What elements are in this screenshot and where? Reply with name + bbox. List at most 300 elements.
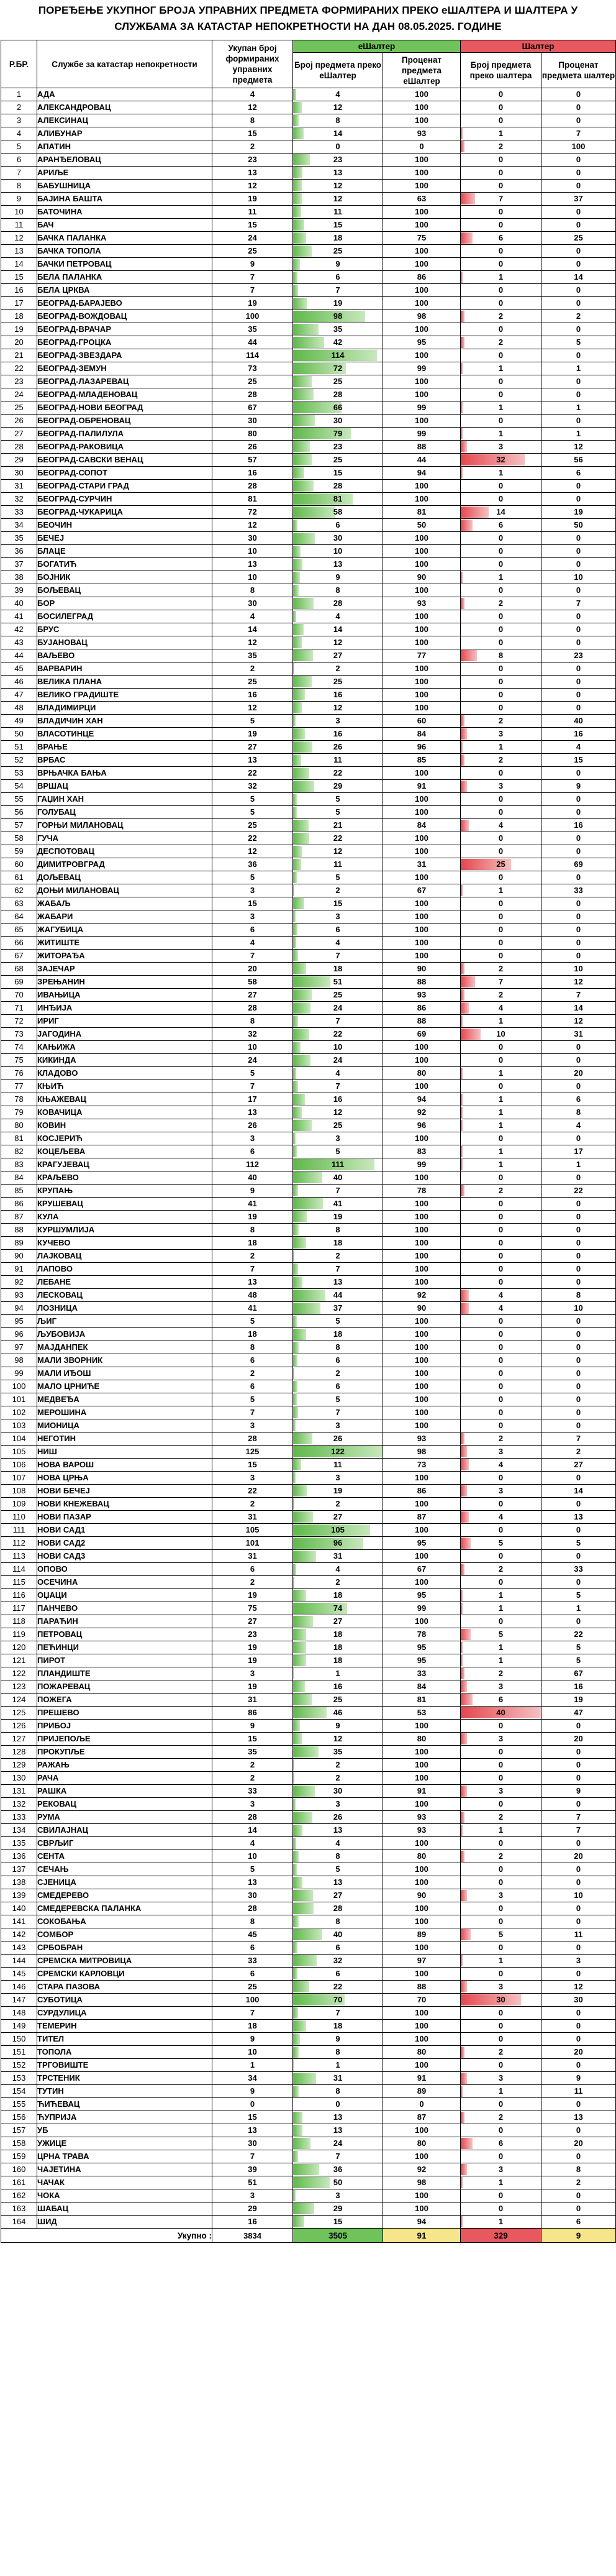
table-row (1, 1485, 616, 1498)
cell-total: 19 (212, 728, 293, 741)
cell-office: КРУПАЊ (37, 1185, 212, 1198)
cell-s-count (461, 1746, 541, 1759)
cell-s-count (461, 519, 541, 532)
shalter-data-bar (461, 1564, 464, 1575)
table-row (1, 349, 616, 362)
cell-rb: 38 (1, 571, 37, 584)
cell-s-pct: 7 (541, 989, 616, 1002)
cell-office: СРЕМСКИ КАРЛОВЦИ (37, 1968, 212, 1981)
cell-rb: 74 (1, 1041, 37, 1054)
cell-value: 0 (498, 155, 504, 164)
cell-office: БЕОГРАД-ГРОЦКА (37, 336, 212, 349)
cell-value: 98 (333, 311, 343, 321)
cell-s-count (461, 2033, 541, 2046)
cell-office: ШИД (37, 2216, 212, 2229)
eshalter-data-bar (293, 1955, 317, 1966)
cell-s-count (461, 963, 541, 976)
cell-value: 6 (335, 1943, 340, 1952)
cell-s-pct: 0 (541, 1328, 616, 1341)
cell-e-count (293, 1524, 383, 1537)
eshalter-data-bar (293, 807, 297, 818)
cell-rb: 16 (1, 284, 37, 297)
cell-office: ЋУПРИЈА (37, 2111, 212, 2124)
cell-e-pct: 85 (383, 754, 461, 767)
cell-total: 18 (212, 1237, 293, 1250)
shalter-data-bar (461, 454, 525, 465)
cell-value: 18 (333, 2021, 343, 2030)
cell-value: 5 (335, 807, 340, 817)
cell-office: МАЛО ЦРНИЋЕ (37, 1380, 212, 1393)
cell-e-pct: 100 (383, 2202, 461, 2216)
table-row (1, 232, 616, 245)
cell-value: 1 (498, 1094, 504, 1104)
shalter-data-bar (461, 1002, 469, 1014)
cell-e-pct: 100 (383, 493, 461, 506)
cell-rb: 125 (1, 1707, 37, 1720)
cell-s-count (461, 1119, 541, 1132)
cell-office: БАТОЧИНА (37, 206, 212, 219)
cell-value: 0 (498, 925, 504, 934)
cell-office: АПАТИН (37, 140, 212, 154)
cell-s-count (461, 806, 541, 819)
cell-value: 2 (498, 755, 504, 764)
cell-total: 10 (212, 571, 293, 584)
cell-e-pct: 100 (383, 1171, 461, 1185)
table-row (1, 1015, 616, 1028)
table-row (1, 1224, 616, 1237)
cell-e-count (293, 1720, 383, 1733)
cell-value: 0 (498, 1251, 504, 1260)
shalter-data-bar (461, 1929, 471, 1940)
cell-e-pct: 89 (383, 1928, 461, 1941)
cell-value: 1 (498, 2086, 504, 2096)
cell-e-count (293, 1028, 383, 1041)
cell-s-pct: 31 (541, 1028, 616, 1041)
cell-e-pct: 100 (383, 610, 461, 623)
cell-s-pct: 0 (541, 219, 616, 232)
cell-value: 19 (333, 298, 343, 308)
cell-value: 1 (498, 403, 504, 412)
cell-office: НОВИ САД1 (37, 1524, 212, 1537)
cell-total: 112 (212, 1158, 293, 1171)
cell-e-count (293, 819, 383, 832)
table-body (1, 88, 616, 2229)
table-row (1, 467, 616, 480)
cell-e-pct: 100 (383, 388, 461, 401)
cell-e-pct: 100 (383, 937, 461, 950)
cell-value: 3 (498, 442, 504, 451)
table-row (1, 989, 616, 1002)
cell-e-count (293, 519, 383, 532)
cell-e-pct: 0 (383, 140, 461, 154)
cell-total: 36 (212, 858, 293, 871)
cell-value: 3 (498, 1982, 504, 1991)
cell-office: ТУТИН (37, 2085, 212, 2098)
cell-e-count (293, 1237, 383, 1250)
cell-value: 18 (333, 964, 343, 973)
cell-value: 0 (498, 938, 504, 947)
eshalter-data-bar (293, 663, 294, 674)
table-row (1, 1850, 616, 1863)
cell-total: 8 (212, 1915, 293, 1928)
table-row (1, 1237, 616, 1250)
cell-s-count (461, 1694, 541, 1707)
cell-office: АРАНЂЕЛОВАЦ (37, 154, 212, 167)
cell-office: АЛИБУНАР (37, 127, 212, 140)
table-row (1, 2202, 616, 2216)
eshalter-data-bar (293, 559, 302, 570)
cell-total: 6 (212, 1968, 293, 1981)
cell-s-count (461, 1955, 541, 1968)
cell-value: 0 (335, 142, 340, 151)
eshalter-data-bar (293, 1459, 301, 1470)
cell-total: 114 (212, 349, 293, 362)
cell-rb: 20 (1, 336, 37, 349)
cell-e-pct: 44 (383, 454, 461, 467)
cell-e-count (293, 636, 383, 649)
cell-s-pct: 20 (541, 2046, 616, 2059)
cell-s-count (461, 558, 541, 571)
shalter-data-bar (461, 272, 463, 283)
cell-s-pct: 0 (541, 610, 616, 623)
table-row (1, 519, 616, 532)
cell-rb: 70 (1, 989, 37, 1002)
cell-s-pct: 0 (541, 1524, 616, 1537)
cell-value: 6 (335, 1382, 340, 1391)
eshalter-data-bar (293, 1277, 302, 1288)
cell-rb: 27 (1, 428, 37, 441)
cell-s-count (461, 441, 541, 454)
cell-s-count (461, 897, 541, 910)
cell-office: БЕОГРАД-СУРЧИН (37, 493, 212, 506)
eshalter-data-bar (293, 1342, 299, 1353)
cell-rb: 40 (1, 597, 37, 610)
cell-office: АЛЕКСИНАЦ (37, 114, 212, 127)
cell-e-pct: 0 (383, 2098, 461, 2111)
table-row (1, 323, 616, 336)
table-row (1, 897, 616, 910)
cell-value: 2 (498, 1564, 504, 1574)
cell-total: 41 (212, 1302, 293, 1315)
cell-s-count (461, 1224, 541, 1237)
cell-rb: 158 (1, 2137, 37, 2150)
cell-s-count (461, 767, 541, 780)
eshalter-data-bar (293, 480, 314, 492)
table-row (1, 454, 616, 467)
eshalter-data-bar (293, 728, 305, 740)
cell-rb: 136 (1, 1850, 37, 1863)
cell-value: 25 (333, 455, 343, 464)
cell-rb: 137 (1, 1863, 37, 1876)
eshalter-data-bar (293, 2177, 330, 2188)
cell-total: 2 (212, 1367, 293, 1380)
cell-s-pct: 0 (541, 1171, 616, 1185)
cell-s-count (461, 532, 541, 545)
shalter-data-bar (461, 1538, 471, 1549)
cell-value: 12 (333, 638, 343, 647)
cell-office: ОЏАЦИ (37, 1589, 212, 1602)
cell-e-pct: 100 (383, 1393, 461, 1406)
cell-total: 6 (212, 1380, 293, 1393)
cell-total: 33 (212, 1785, 293, 1798)
cell-total: 15 (212, 1733, 293, 1746)
cell-value: 37 (333, 1303, 343, 1313)
cell-value: 4 (498, 1303, 504, 1313)
cell-s-count (461, 1485, 541, 1498)
cell-e-count (293, 728, 383, 741)
cell-e-pct: 100 (383, 1863, 461, 1876)
cell-rb: 141 (1, 1915, 37, 1928)
cell-e-pct: 100 (383, 415, 461, 428)
cell-value: 66 (333, 403, 343, 412)
cell-total: 15 (212, 897, 293, 910)
cell-e-count (293, 1563, 383, 1576)
cell-rb: 129 (1, 1759, 37, 1772)
cell-e-pct: 100 (383, 584, 461, 597)
cell-e-count (293, 193, 383, 206)
cell-e-count (293, 1968, 383, 1981)
cell-e-pct: 100 (383, 793, 461, 806)
cell-s-count (461, 467, 541, 480)
cell-e-pct: 100 (383, 1837, 461, 1850)
table-row (1, 950, 616, 963)
cell-rb: 63 (1, 897, 37, 910)
cell-s-pct: 15 (541, 754, 616, 767)
eshalter-data-bar (293, 1094, 305, 1105)
cell-s-count (461, 2202, 541, 2216)
cell-s-count (461, 1367, 541, 1380)
cell-value: 0 (498, 1395, 504, 1404)
cell-s-pct: 7 (541, 1432, 616, 1446)
table-row (1, 310, 616, 323)
cell-value: 31 (333, 1551, 343, 1561)
cell-rb: 69 (1, 976, 37, 989)
cell-e-pct: 100 (383, 924, 461, 937)
cell-s-count (461, 1459, 541, 1472)
cell-s-pct: 0 (541, 702, 616, 715)
cell-s-pct: 5 (541, 1641, 616, 1654)
cell-value: 25 (496, 859, 505, 869)
cell-e-count (293, 401, 383, 415)
cell-office: БЕОГРАД-ЧУКАРИЦА (37, 506, 212, 519)
eshalter-data-bar (293, 898, 304, 909)
cell-s-count (461, 1446, 541, 1459)
cell-value: 12 (333, 103, 343, 112)
cell-total: 28 (212, 1432, 293, 1446)
cell-rb: 7 (1, 167, 37, 180)
cell-rb: 53 (1, 767, 37, 780)
cell-office: МАЈДАНПЕК (37, 1341, 212, 1354)
cell-e-pct: 87 (383, 2111, 461, 2124)
cell-e-count (293, 284, 383, 297)
cell-value: 2 (498, 337, 504, 347)
cell-s-pct: 10 (541, 1302, 616, 1315)
cell-rb: 97 (1, 1341, 37, 1354)
cell-e-count (293, 558, 383, 571)
cell-rb: 60 (1, 858, 37, 871)
table-row (1, 715, 616, 728)
cell-e-count (293, 362, 383, 375)
table-row (1, 1276, 616, 1289)
cell-total: 2 (212, 1250, 293, 1263)
cell-s-count (461, 1132, 541, 1145)
cell-e-count (293, 101, 383, 114)
cell-value: 1 (498, 272, 504, 282)
cell-rb: 103 (1, 1419, 37, 1432)
cell-e-pct: 100 (383, 1915, 461, 1928)
cell-value: 0 (498, 1316, 504, 1326)
cell-s-pct: 5 (541, 336, 616, 349)
statistics-table (1, 40, 616, 2243)
cell-s-count (461, 101, 541, 114)
cell-s-pct: 6 (541, 1093, 616, 1106)
shalter-data-bar (461, 2177, 463, 2188)
cell-value: 12 (333, 846, 343, 856)
cell-e-pct: 100 (383, 219, 461, 232)
cell-e-pct: 100 (383, 1328, 461, 1341)
cell-e-pct: 81 (383, 506, 461, 519)
cell-s-pct: 12 (541, 976, 616, 989)
cell-rb: 43 (1, 636, 37, 649)
shalter-data-bar (461, 989, 464, 1001)
cell-value: 8 (335, 116, 340, 125)
cell-s-count (461, 676, 541, 689)
cell-e-count (293, 1250, 383, 1263)
cell-office: БАБУШНИЦА (37, 180, 212, 193)
table-row (1, 480, 616, 493)
cell-value: 40 (333, 1173, 343, 1182)
cell-office: КИКИНДА (37, 1054, 212, 1067)
cell-total: 12 (212, 702, 293, 715)
cell-rb: 90 (1, 1250, 37, 1263)
cell-value: 32 (333, 1956, 343, 1965)
cell-e-count (293, 493, 383, 506)
table-row (1, 1263, 616, 1276)
cell-s-count (461, 415, 541, 428)
cell-e-pct: 95 (383, 1654, 461, 1667)
table-row (1, 2176, 616, 2189)
cell-e-pct: 100 (383, 101, 461, 114)
cell-office: КОЦЕЉЕВА (37, 1145, 212, 1158)
cell-e-pct: 100 (383, 1132, 461, 1145)
cell-total: 44 (212, 336, 293, 349)
cell-s-pct: 9 (541, 2072, 616, 2085)
cell-e-pct: 91 (383, 1785, 461, 1798)
cell-e-pct: 100 (383, 1315, 461, 1328)
cell-value: 0 (498, 2099, 504, 2109)
cell-e-pct: 100 (383, 950, 461, 963)
cell-s-pct: 0 (541, 558, 616, 571)
cell-s-pct: 1 (541, 401, 616, 415)
cell-s-count (461, 584, 541, 597)
cell-e-count (293, 832, 383, 845)
cell-e-pct: 100 (383, 284, 461, 297)
table-row (1, 1563, 616, 1576)
cell-e-pct: 100 (383, 2033, 461, 2046)
cell-value: 0 (498, 1525, 504, 1534)
cell-office: БУЈАНОВАЦ (37, 636, 212, 649)
table-row (1, 2085, 616, 2098)
cell-value: 6 (498, 2138, 504, 2148)
table-row (1, 88, 616, 101)
cell-s-pct: 0 (541, 245, 616, 258)
cell-value: 6 (335, 925, 340, 934)
cell-s-count (461, 2216, 541, 2229)
cell-e-count (293, 1276, 383, 1289)
cell-s-pct: 40 (541, 715, 616, 728)
cell-s-count (461, 1759, 541, 1772)
shalter-data-bar (461, 1433, 464, 1444)
cell-office: МЕРОШИНА (37, 1406, 212, 1419)
eshalter-data-bar (293, 1433, 312, 1444)
eshalter-data-bar (293, 572, 300, 583)
shalter-data-bar (461, 1812, 464, 1823)
cell-e-pct: 67 (383, 1563, 461, 1576)
cell-e-pct: 100 (383, 1615, 461, 1628)
cell-s-count (461, 610, 541, 623)
shalter-data-bar (461, 363, 463, 374)
cell-office: АЛЕКСАНДРОВАЦ (37, 101, 212, 114)
cell-value: 1 (498, 1643, 504, 1652)
cell-value: 1 (498, 1068, 504, 1078)
table-row (1, 1876, 616, 1889)
cell-total: 4 (212, 937, 293, 950)
cell-total: 31 (212, 1511, 293, 1524)
cell-total: 7 (212, 271, 293, 284)
cell-e-pct: 100 (383, 623, 461, 636)
eshalter-data-bar (293, 950, 298, 961)
cell-s-count (461, 1250, 541, 1263)
cell-e-pct: 100 (383, 167, 461, 180)
cell-s-pct: 3 (541, 1955, 616, 1968)
cell-office: ГАЏИН ХАН (37, 793, 212, 806)
table-row (1, 623, 616, 636)
eshalter-data-bar (293, 1681, 305, 1692)
cell-total: 18 (212, 1328, 293, 1341)
cell-value: 40 (333, 1930, 343, 1939)
cell-s-pct: 4 (541, 741, 616, 754)
table-row (1, 1537, 616, 1550)
cell-office: ВАЉЕВО (37, 649, 212, 662)
cell-s-count (461, 2007, 541, 2020)
eshalter-data-bar (293, 311, 365, 322)
cell-total: 3 (212, 884, 293, 897)
cell-e-count (293, 2046, 383, 2059)
cell-e-pct: 67 (383, 884, 461, 897)
shalter-data-bar (461, 193, 475, 204)
cell-rb: 111 (1, 1524, 37, 1537)
cell-value: 5 (335, 1395, 340, 1404)
shalter-data-bar (461, 1668, 464, 1679)
cell-e-count (293, 1289, 383, 1302)
table-row (1, 1367, 616, 1380)
cell-s-count (461, 1315, 541, 1328)
cell-office: ЗРЕЊАНИН (37, 976, 212, 989)
cell-office: ЉУБОВИЈА (37, 1328, 212, 1341)
cell-rb: 149 (1, 2020, 37, 2033)
eshalter-data-bar (293, 2060, 294, 2071)
cell-e-count (293, 871, 383, 884)
cell-rb: 153 (1, 2072, 37, 2085)
eshalter-data-bar (293, 676, 312, 687)
cell-total: 13 (212, 2124, 293, 2137)
cell-e-pct: 86 (383, 1002, 461, 1015)
eshalter-data-bar (293, 441, 310, 452)
cell-e-pct: 84 (383, 728, 461, 741)
cell-office: БОСИЛЕГРАД (37, 610, 212, 623)
cell-e-count (293, 702, 383, 715)
table-row (1, 1667, 616, 1680)
